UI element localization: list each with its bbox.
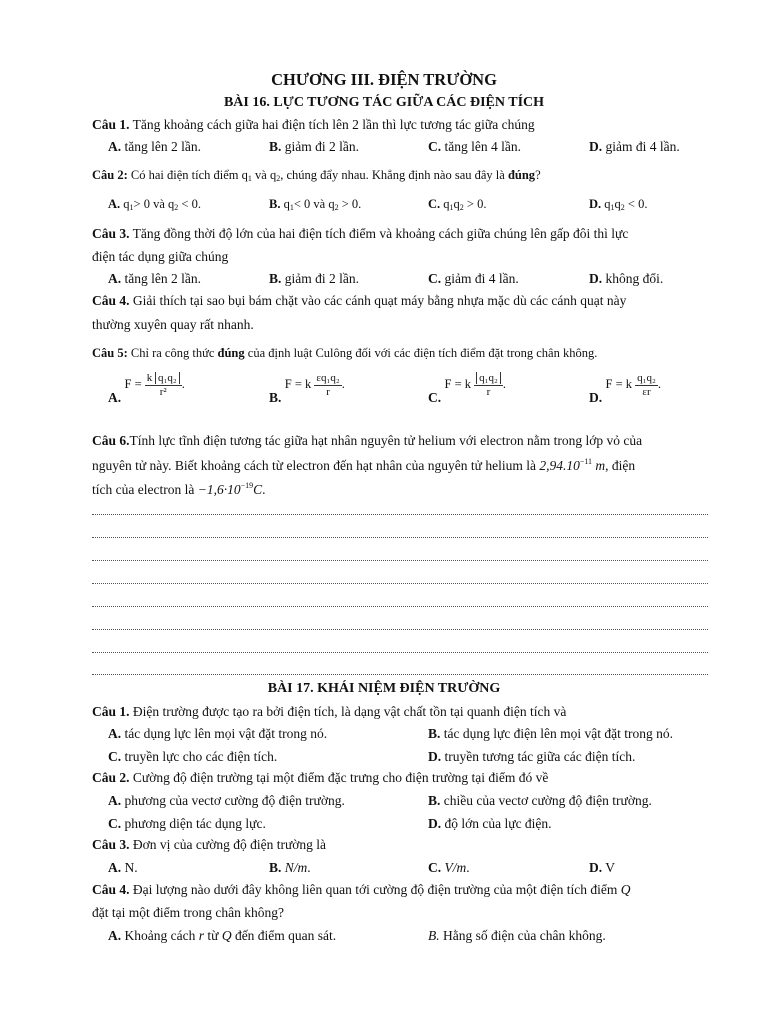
l16-q2-option-b: B. $q_1< 0$ và $q_2 > 0$.	[269, 197, 362, 212]
l17-q2-option-a: A. phương của vectơ cường độ điện trường.	[108, 793, 345, 808]
l16-q6-stem-line3: tích của electron là $-1,6\cdot 10^{-19}C$.	[92, 481, 266, 497]
l16-q3-option-d: D. không đổi.	[589, 271, 664, 286]
l17-q1-stem: Câu 1. Điện trường được tạo ra bởi điện tích, là dạng vật chất tồn tại quanh điện tích và	[92, 704, 567, 719]
l16-q1-stem	[92, 117, 535, 133]
l17-q2-option-d: D. độ lớn của lực điện.	[428, 816, 552, 831]
l17-q4-option-a: A. Khoảng cách r từ Q đến điểm quan sát.	[108, 928, 337, 943]
l16-q2-option-c: C. $q_1q_2 > 0$.	[428, 197, 487, 212]
l16-q3-option-c: C. giảm đi 4 lần.	[428, 271, 519, 286]
l16-q6-stem-line2: nguyên tử này. Biết khoảng cách từ electron đến hạt nhân của nguyên tử helium là $2,94.10^{-11}$ m, điện	[92, 457, 636, 473]
l16-q5-stem: Câu 5: Chỉ ra công thức đúng của định luật Culông đối với các điện tích điểm đặt trong chân không.	[92, 346, 598, 360]
l17-q1-option-b: B. tác dụng lực điện lên mọi vật đặt trong nó.	[428, 726, 674, 741]
l17-q3-stem: Câu 3. Đơn vị của cường độ điện trường là	[92, 837, 327, 852]
question-text: Tăng khoảng cách giữa hai điện tích lên 2 lần thì lực tương tác giữa chúng	[132, 117, 535, 132]
l17-q3-option-d: D. V	[589, 860, 616, 875]
l16-q3-option-a: A. tăng lên 2 lần.	[108, 271, 201, 286]
l16-q2-option-a: A. $q_1> 0$ và $q_2 < 0$.	[108, 197, 201, 212]
l16-q5-option-a: A. F = $\frac{\text{k q₁q₂}}{\text{r²}}$ .	[108, 372, 185, 406]
answer-line	[92, 513, 708, 515]
l17-q2-option-b: B. chiều của vectơ cường độ điện trường.	[428, 793, 652, 808]
l17-q2-option-c: C. phương diện tác dụng lực.	[108, 816, 266, 831]
answer-line	[92, 559, 708, 561]
l17-q4-stem-line1: Câu 4. Đại lượng nào dưới đây không liên quan tới cường độ điện trường của một điện tích điểm Q	[92, 882, 631, 897]
l17-q4-option-b: B. Hằng số điện của chân không.	[428, 928, 606, 943]
l17-q4-stem-line2: đặt tại một điểm trong chân không?	[92, 905, 284, 920]
answer-line	[92, 628, 708, 630]
l16-q1-option-a: A. tăng lên 2 lần.	[108, 139, 201, 154]
chapter-title: CHƯƠNG III. ĐIỆN TRƯỜNG	[271, 70, 497, 89]
answer-line	[92, 605, 708, 607]
l16-q5-option-b: B. F = k $\frac{\text{εq₁q₂}}{r}$ .	[269, 372, 345, 406]
l17-q3-option-c: C. V/m.	[428, 860, 470, 875]
l17-q2-stem: Câu 2. Cường độ điện trường tại một điểm đặc trưng cho điện trường tại điểm đó về	[92, 770, 549, 785]
l17-q1-option-c: C. truyền lực cho các điện tích.	[108, 749, 278, 764]
l16-q1-option-b: B. giảm đi 2 lần.	[269, 139, 360, 154]
l16-q1-option-d: D. giảm đi 4 lần.	[589, 139, 680, 154]
l16-q1-option-c: C. tăng lên 4 lần.	[428, 139, 521, 154]
question-label: Câu 1.	[92, 117, 130, 132]
formula-b: F = k $\frac{\text{εq₁q₂}}{r}$ .	[284, 372, 345, 398]
l16-q3-stem-line1: Câu 3. Tăng đồng thời độ lớn của hai điện tích điểm và khoảng cách giữa chúng lên gấp đôi thì lực	[92, 226, 629, 241]
formula-c: F = k $\frac{\text{q₁q₂}}{r}$ .	[444, 372, 506, 398]
l16-q2-stem: Câu 2: Có hai điện tích điểm $q_1$ và $q_2$, chúng đẩy nhau. Khẳng định nào sau đây là đúng?	[92, 168, 541, 183]
answer-line	[92, 536, 708, 538]
l17-q3-option-a: A. N.	[108, 860, 138, 875]
l17-q1-option-d: D. truyền tương tác giữa các điện tích.	[428, 749, 636, 764]
answer-line	[92, 673, 708, 675]
l16-q6-stem-line1: Câu 6.Tính lực tĩnh điện tương tác giữa hạt nhân nguyên tử helium với electron nằm trong lớp vỏ của	[92, 433, 643, 448]
l16-q5-option-d: D. F = k $\frac{\text{q₁q₂}}{\varepsilon r}$ .	[589, 372, 661, 406]
l16-q5-option-c: C. F = k $\frac{\text{q₁q₂}}{r}$ .	[428, 372, 506, 406]
l17-q1-option-a: A. tác dụng lực lên mọi vật đặt trong nó.	[108, 726, 328, 741]
answer-line	[92, 582, 708, 584]
l17-q3-option-b: B. N/m.	[269, 860, 311, 875]
l16-q3-stem-line2: điện tác dụng giữa chúng	[92, 249, 229, 264]
l16-q2-option-d: D. $q_1q_2 < 0$.	[589, 197, 648, 212]
l16-q3-option-b: B. giảm đi 2 lần.	[269, 271, 360, 286]
l16-q4-stem-line2: thường xuyên quay rất nhanh.	[92, 317, 254, 332]
lesson-17-title: BÀI 17. KHÁI NIỆM ĐIỆN TRƯỜNG	[267, 681, 501, 696]
answer-line	[92, 651, 708, 653]
formula-a: F = $\frac{\text{k q₁q₂}}{\text{r²}}$ .	[124, 372, 185, 398]
lesson-16-title: BÀI 16. LỰC TƯƠNG TÁC GIỮA CÁC ĐIỆN TÍCH	[223, 95, 545, 110]
formula-d: F = k $\frac{\text{q₁q₂}}{\varepsilon r}$ .	[605, 372, 661, 398]
l16-q4-stem-line1: Câu 4. Giải thích tại sao bụi bám chặt vào các cánh quạt máy bằng nhựa mặc dù các cánh quạt này	[92, 293, 627, 308]
